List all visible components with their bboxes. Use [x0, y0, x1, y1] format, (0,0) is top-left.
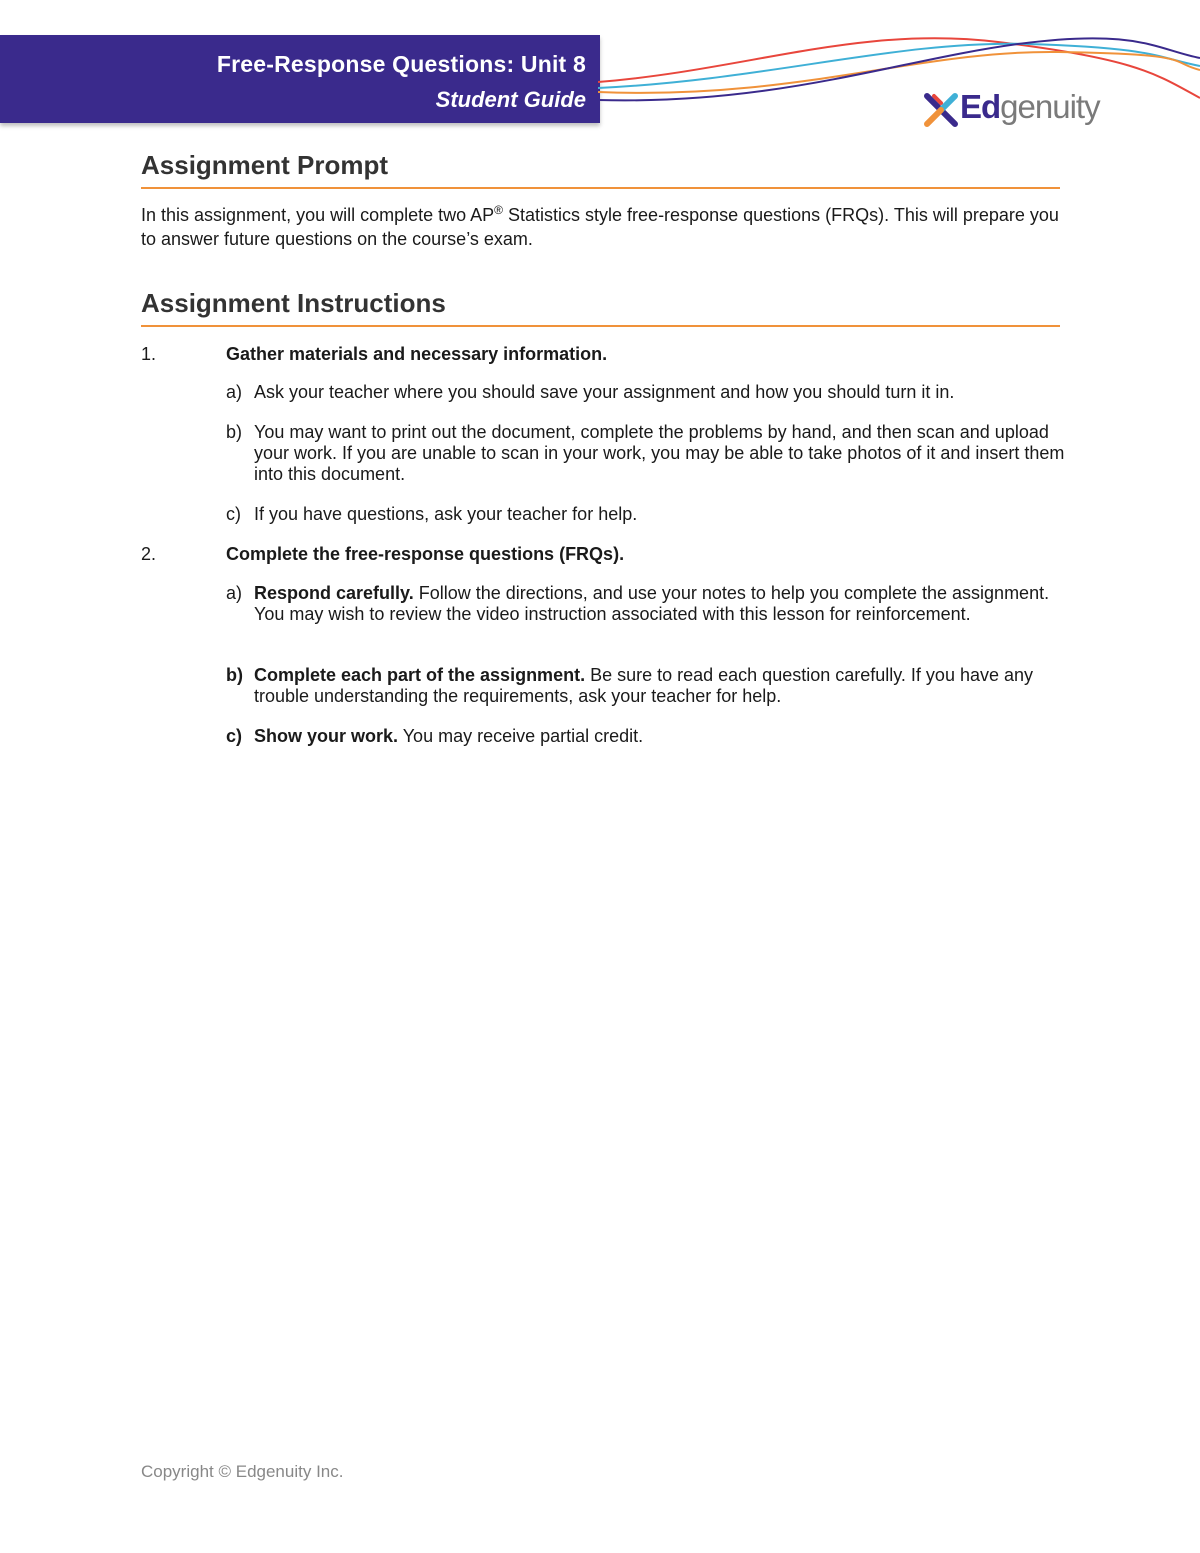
step-number: 1.	[141, 344, 157, 364]
list-item: c) If you have questions, ask your teacher for help.	[226, 504, 638, 524]
list-item: a) Respond carefully. Follow the directions, and use your notes to help you complete the assignment. You may wish to review the video instruction associated with this lesson for reinforcement.	[226, 583, 1050, 624]
copyright-footer: Copyright © Edgenuity Inc.	[141, 1462, 344, 1481]
prompt-heading: Assignment Prompt	[141, 150, 1060, 189]
edgenuity-x-icon	[924, 93, 958, 127]
decorative-waves	[598, 30, 1200, 110]
logo-wordmark: Edgenuity	[960, 88, 1100, 125]
step-number: 2.	[141, 544, 157, 564]
list-item: a) Ask your teacher where you should save your assignment and how you should turn it in.	[226, 382, 955, 402]
list-item: b) Complete each part of the assignment. Be sure to read each question carefully. If you have any trouble understanding the requirements, ask your teacher for help.	[226, 665, 1034, 706]
prompt-paragraph: In this assignment, you will complete two AP® Statistics style free-response questions (FRQs). This will prepare you to answer future questions on the course’s exam.	[141, 203, 1059, 249]
list-item: c) Show your work. You may receive partial credit.	[226, 726, 644, 746]
list-item: b) You may want to print out the document, complete the problems by hand, and then scan and upload your work. If you are unable to scan in your work, you may be able to take photos of it and insert them into this document.	[226, 422, 1065, 484]
edgenuity-logo	[924, 90, 1104, 130]
document-subtitle: Student Guide	[435, 87, 586, 112]
step-title: Complete the free-response questions (FRQs).	[226, 544, 625, 564]
document-title: Free-Response Questions: Unit 8	[216, 51, 586, 77]
instructions-heading: Assignment Instructions	[141, 288, 1060, 327]
step-title: Gather materials and necessary information.	[226, 344, 608, 364]
header-band	[0, 35, 600, 123]
